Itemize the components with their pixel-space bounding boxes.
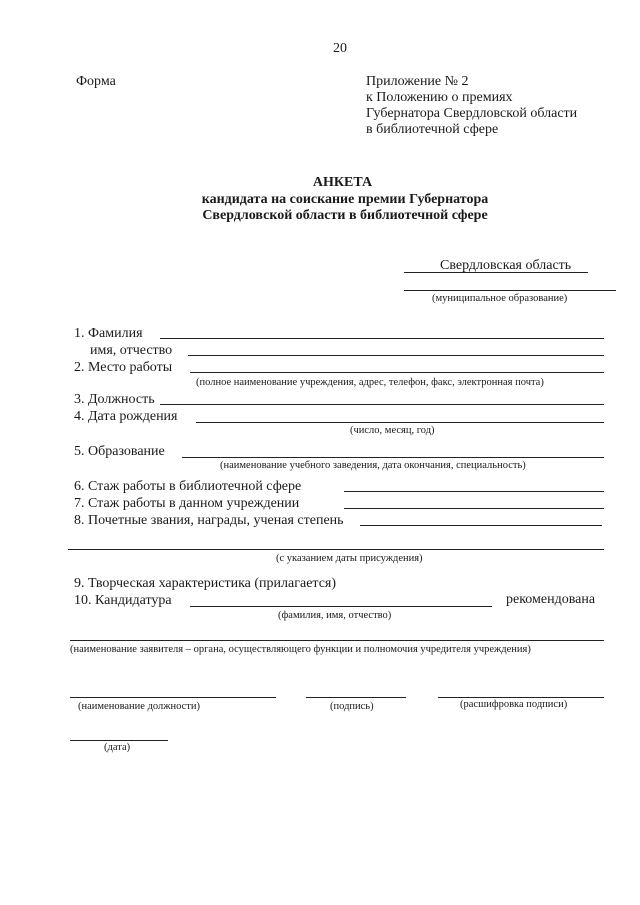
field-surname-label: 1. Фамилия xyxy=(74,326,143,341)
field-position-line[interactable] xyxy=(160,404,604,405)
page-number: 20 xyxy=(333,41,347,56)
field-creative-label: 9. Творческая характеристика (прилагается) xyxy=(74,576,337,591)
field-workplace-line[interactable] xyxy=(190,372,604,373)
signature-sign-caption: (подпись) xyxy=(330,701,374,712)
date-caption: (дата) xyxy=(104,742,131,753)
applicant-caption: (наименование заявителя – органа, осуществляющего функции и полномочия учредителя учреждения) xyxy=(70,644,531,655)
document-subtitle-1: кандидата на соискание премии Губернатора xyxy=(201,192,489,207)
field-candidate-line[interactable] xyxy=(190,606,492,607)
field-education-label: 5. Образование xyxy=(74,444,165,459)
field-library-experience-label: 6. Стаж работы в библиотечной сфере xyxy=(74,479,302,494)
field-education-line[interactable] xyxy=(182,457,604,458)
field-position-label: 3. Должность xyxy=(74,392,155,407)
field-institution-experience-line[interactable] xyxy=(344,508,604,509)
signature-position-line[interactable] xyxy=(70,697,276,698)
field-workplace-caption: (полное наименование учреждения, адрес, телефон, факс, электронная почта) xyxy=(196,377,544,388)
document-title: АНКЕТА xyxy=(312,175,373,190)
applicant-line[interactable] xyxy=(70,640,604,641)
field-workplace-label: 2. Место работы xyxy=(74,360,173,375)
region-value: Свердловская область xyxy=(440,258,572,273)
field-birthdate-label: 4. Дата рождения xyxy=(74,409,178,424)
municipality-line xyxy=(404,290,616,291)
signature-position-caption: (наименование должности) xyxy=(78,701,201,712)
field-awards-label: 8. Почетные звания, награды, ученая степень xyxy=(74,513,344,528)
field-name-line[interactable] xyxy=(188,355,604,356)
signature-sign-line[interactable] xyxy=(306,697,406,698)
field-awards-line[interactable] xyxy=(360,525,602,526)
field-candidate-recommended: рекомендована xyxy=(506,592,596,607)
field-birthdate-caption: (число, месяц, год) xyxy=(350,425,435,436)
municipality-caption: (муниципальное образование) xyxy=(432,293,568,304)
appendix-line-4: в библиотечной сфере xyxy=(366,122,499,137)
appendix-line-3: Губернатора Свердловской области xyxy=(366,106,578,121)
field-candidate-label: 10. Кандидатура xyxy=(74,593,172,608)
region-value-line xyxy=(404,272,588,273)
signature-decode-caption: (расшифровка подписи) xyxy=(460,699,568,710)
appendix-line-1: Приложение № 2 xyxy=(366,74,469,89)
field-surname-line[interactable] xyxy=(160,338,604,339)
field-candidate-caption: (фамилия, имя, отчество) xyxy=(278,610,392,621)
field-library-experience-line[interactable] xyxy=(344,491,604,492)
signature-decode-line[interactable] xyxy=(438,697,604,698)
field-birthdate-line[interactable] xyxy=(196,422,604,423)
field-awards-line-2[interactable] xyxy=(68,549,604,550)
field-name-label: имя, отчество xyxy=(90,343,173,358)
field-awards-caption: (с указанием даты присуждения) xyxy=(276,553,423,564)
document-subtitle-2: Свердловской области в библиотечной сфере xyxy=(202,208,488,223)
appendix-line-2: к Положению о премиях xyxy=(366,90,513,105)
form-label: Форма xyxy=(76,74,116,89)
field-institution-experience-label: 7. Стаж работы в данном учреждении xyxy=(74,496,300,511)
field-education-caption: (наименование учебного заведения, дата окончания, специальность) xyxy=(220,460,526,471)
date-line[interactable] xyxy=(70,740,168,741)
